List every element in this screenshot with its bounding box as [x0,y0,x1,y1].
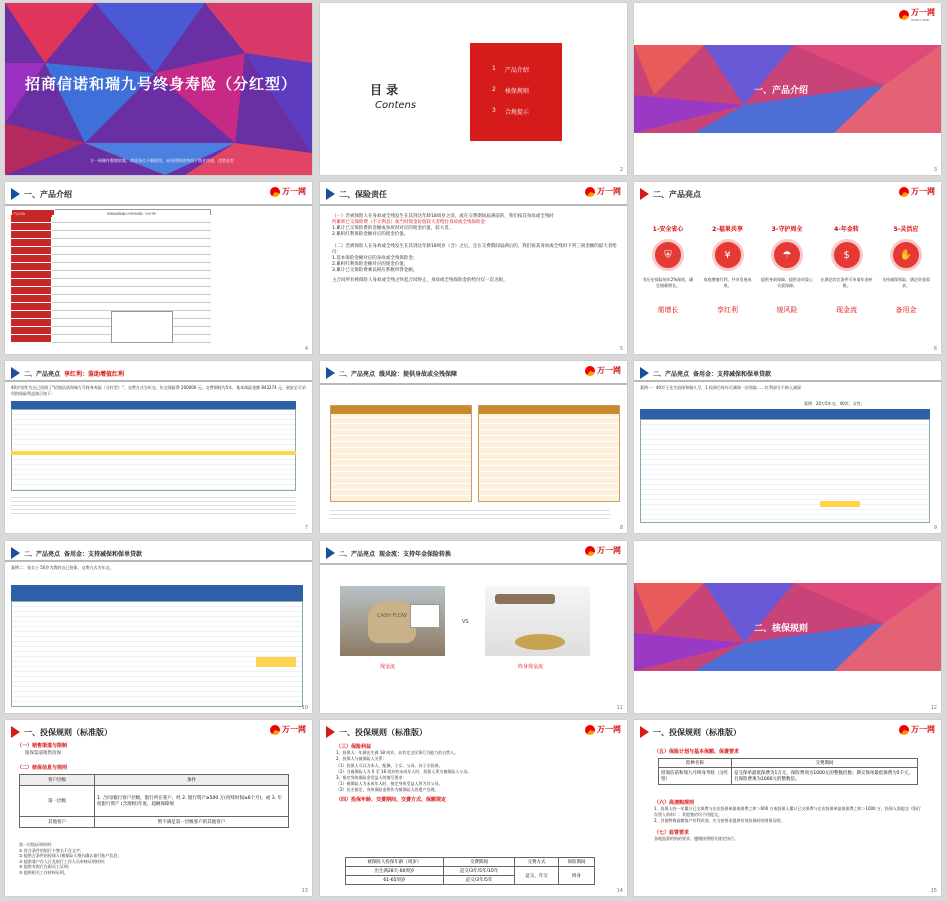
page-number: 5 [619,346,623,352]
benefit-table-right [478,405,620,502]
logo-icon [585,725,595,735]
case-description: 案例二：张女士 50岁为我的自己投保，交费方式为年交。 [11,565,114,570]
cash-flow-image: CASH FLOW [340,586,445,656]
header-rule [320,204,627,206]
slide-header: 一、投保规则（标准版） [640,726,741,738]
cover-title: 招商信诺和瑞九号终身寿险（分红型） [25,75,298,93]
product-table: 产品名称 招商信诺和瑞九号终身寿险（分红型） [11,209,211,218]
brand-logo: 万一网 [585,186,621,197]
slide-12-section[interactable] [634,541,941,713]
logo-icon [270,725,280,735]
brand-logo: 万一网 [270,724,306,735]
triangle-icon [326,188,335,200]
brand-logo: 万一网 [585,545,621,556]
slide-header: 一、投保规则（标准版） [326,726,427,738]
premium-table: 险种名称 交费期间 招商信诺和瑞九号终身寿险（分红型） 趸交保单最低保费为1万元，保险费须为1000元的整数倍数；期交保单最低保费为5千元，且保险费须为1000元的整数倍。 [658,758,918,785]
slide-2-toc[interactable] [320,3,627,175]
header-rule [320,563,627,565]
triangle-icon [11,547,20,559]
slide-10-withdrawal-2[interactable] [5,541,312,713]
brand-logo: 万一网 WANYI 7WEI [899,7,935,22]
header-rule [634,380,941,382]
page-number: 14 [616,888,623,894]
triangle-icon [11,367,20,379]
cover-footer: 万一网制作整理收集，欢迎各位下载使用，未经授权请勿用于商业用途，违者必究 [90,158,234,163]
page-number: 10 [301,705,308,711]
page-number: 12 [930,705,937,711]
highlight-card: 2-福果共享 ¥ 家庭增值红利，共享发展成果。 享红利 [703,226,752,314]
hand-icon: ✋ [890,239,922,271]
slide-header: 二、产品亮点 享红利：鉴助增值红利 [11,367,124,379]
toc-subtitle: Contens [375,100,417,111]
benefit-table-left [330,405,472,502]
header-rule [5,560,312,562]
page-number: 3 [933,167,937,173]
triangle-icon [326,367,335,379]
shield-icon: ⛨ [652,239,684,271]
coverage-text: （一）若被保险人在身故或全残发生在其到达年龄18周岁之前，或在交费期间届满前的，我们按其身故或全残时 所累积已交保险费（不计利息）加当时现金价值较大者给付身故或全残保险金： 1.累计已交保险费的金额或身故时对应的现金价值，较大者。 2.累积红利保险金额对应的现金价值。 （二）若被保险人在身故或全残发生在其到达年龄18周岁（含）之后，且在交费期间届满后的，我们按其身故或全残时下列三项金额的最大者给付： 1.基本保险金额对应的身故或全残保险金； 2.累积红利保险金额对应的现金价值； 3.累计已交保险费乘以相应系数所得金额。 主合同所有被保险人身故或全残之时起合同终止，身故或全残保险金的给付仅一次为限。 [332,214,617,283]
slide-header: 二、产品亮点 [640,188,701,200]
slide-header: 二、产品亮点 缓风险：提供身故或全残保障 [326,367,457,379]
slide-7-dividend[interactable] [5,361,312,533]
case-description: 案例一：40岁王先生投保和瑞九号，1.投保后每年可减保一次领取……红利部分不纳入减保 [640,385,801,390]
page-number: 7 [304,525,308,531]
brand-logo: 万一网 [899,724,935,735]
slide-header: 一、投保规则（标准版） [11,726,112,738]
triangle-icon [11,726,20,738]
triangle-icon [326,547,335,559]
section-title: 二、核保规则 [754,624,809,634]
coins-icon: ¥ [712,239,744,271]
footnote-text [11,494,296,516]
slide-6-highlights[interactable] [634,182,941,354]
triangle-icon [326,726,335,738]
age-term-table: 被保险人投保年龄（周岁） 交费期间 交费方式 保险期间 出生满28天-60周岁 趸交/3年/5年/10年 趸交、年交 终身 61-65周岁 趸交/3年/5年 [345,857,595,885]
case-description: 40岁男性为自己投保了"招商信诺和瑞九号终身寿险（分红型）"，交费方式为年交，年交保险费 200000 元，交费期间为5年，基本保险金额 843274 元，到安全可采用的保险利益演示如下： [11,385,306,396]
product-table-body [11,215,211,343]
logo-icon [585,187,595,197]
header-rule [5,380,312,382]
slide-header: 二、产品亮点 备用金：支持减保和保单贷款 [11,547,142,559]
brand-logo: 万一网 [270,186,306,197]
toc-item[interactable]: 2 核保规则 [492,86,529,95]
page-number: 13 [301,888,308,894]
triangle-icon [640,367,649,379]
toc-item[interactable]: 1 产品介绍 [492,65,529,74]
logo-icon [585,366,595,376]
slide-5-coverage[interactable] [320,182,627,354]
brand-logo: 万一网 [899,186,935,197]
section-text: 银保渠道销售投保 [25,751,61,756]
withdrawal-table [640,409,930,521]
page-number: 8 [619,525,623,531]
logo-icon [585,546,595,556]
logo-icon [899,187,909,197]
rules-text: （三）保险利益 1、投保人：年满出生满 18 周岁，具有完全民事行为能力的自然人。 2、投保人与被保险人关系： （1）投保人可以为本人、配偶、子女、父母、孙子女投保。 （2）当被保险人为 0 至 18 周岁的未成年人时，投保人须为被保险人父母。 3、指定身故保险金受益人的填写要求： （1）被保险人为未成年人时，指定身故受益人须为其父母。 （2）若无指定，身故保险金将作为被保险人的遗产处理。 （四）投保年龄、交费期间、交费方式、保额规定 [336,744,472,803]
slide-header: 二、保险责任 [326,188,387,200]
slide-8-death-benefit[interactable] [320,361,627,533]
logo-icon [270,187,280,197]
section-heading: （二）核保信息与规则 [17,765,68,771]
logo-icon [899,725,909,735]
slide-14-rules[interactable] [320,720,627,896]
footnote-text [330,507,610,521]
triangle-icon [640,726,649,738]
slide-header: 二、产品亮点 现金流：支持年金保险转换 [326,547,451,559]
header-rule [320,383,627,385]
section-heading: （五）保险计划与基本保额、保费要求 [654,749,740,755]
slide-3-section[interactable] [634,3,941,175]
page-number: 4 [304,346,308,352]
section-title: 一、产品介绍 [754,86,809,96]
withdrawal-table [11,585,303,705]
slide-header: 一、产品介绍 [11,188,72,200]
customer-tier-table: 客户层级 条件 第一层级 1. 合同/银行客户层级，银行所在客户、经 2. 银行资产≥500 万(持续时间≥6个月)，或 3. 年度银行资产 (含理财)年度，超额保障规 其他客户 暂不满足第一层级客户的其他客户 [19,774,289,828]
left-caption: 现金流 [380,664,396,670]
toc-item[interactable]: 3 合规提示 [492,107,529,116]
page-number: 15 [930,888,937,894]
header-rule [5,204,312,206]
page-number: 11 [616,705,623,711]
slide-13-rules[interactable] [5,720,312,896]
money-bag-icon: $ [831,239,863,271]
umbrella-icon: ☂ [771,239,803,271]
highlight-card: 3-守护周全 ☂ 提供身故保障，提供各项爱心关爱保障。 缓风险 [761,226,813,314]
brand-logo: 万一网 [585,365,621,376]
slide-header: 二、产品亮点 备用金：支持减保和保单贷款 [640,367,771,379]
slide-15-rules[interactable] [634,720,941,896]
section-heading: （一）销售渠道与限制 [17,743,68,749]
highlight-card: 1-安全省心 ⛨ 有历史保险每年2%保底，确定储蓄增长。 需增长 [642,226,694,314]
slide-9-withdrawal[interactable] [634,361,941,533]
brand-logo: 万一网 [585,724,621,735]
highlight-card: 5-灵活应 ✋ 支持减保领取，满足资金需求。 备用金 [882,226,930,314]
case-note: 案例：20万5年交，40岁，女性。 [804,401,865,406]
page-number: 6 [933,346,937,352]
logo-icon [899,10,909,20]
page-number: 2 [619,167,623,173]
slide-1-cover[interactable] [5,3,312,175]
proof-notes: 第一层级证明材料： ① 符合条件的银行卡签名不含文字； ② 提供合条件的投保人/被保险人签名确认银行账户信息； ③ 提供客户存入日及银行工作人员审核证明材料； ④ 提供有银行在职员工证明； ⑤ 提供相关工作材料证明。 [19,842,122,875]
faucet-image [485,586,590,656]
page-number: 9 [933,525,937,531]
slide-4-product-intro[interactable] [5,182,312,354]
toc-title: 目 录 [370,83,399,97]
benefit-table [11,401,296,489]
highlight-card: 4-年金转 $ 在满足约定条件可申请年金转换。 现金流 [820,226,873,314]
highlight-cards [642,224,932,315]
triangle-icon [640,188,649,200]
toc-box [470,43,562,141]
right-caption: 终身现金流 [518,664,544,670]
vs-label: VS [462,619,469,625]
rules-text: （六）高速购规则 1、投保人的一年累计已交保费与在次投保单最低保费之和＞600 万或投保人累计已交保费与在次投保单最低保费之和＞1000 万，投保人需提交《银行存贷入资料》；其他签约均不用提交。 2、其他特殊高额客户有利识别，应当按要求提供有效投保时的财务证明。 （七）监管要求 各地监督机构的要求，遵循按照相关规定执行。 [654,800,921,841]
triangle-icon [11,188,20,200]
slide-11-annuity[interactable] [320,541,627,713]
